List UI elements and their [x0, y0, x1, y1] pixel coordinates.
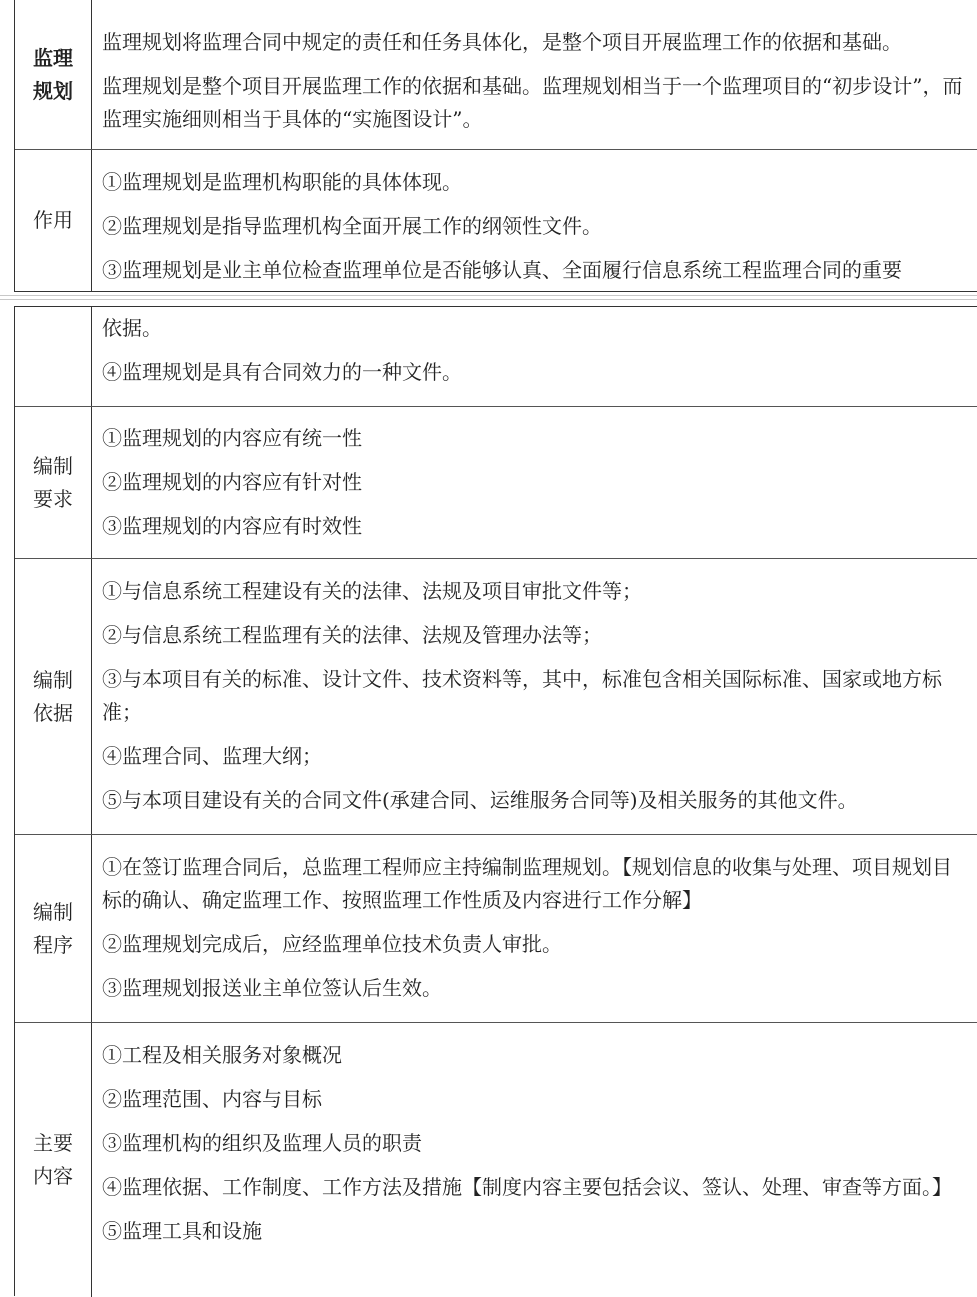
content-line: ④监理合同、监理大纲； [102, 744, 322, 768]
table-row [15, 1023, 977, 1297]
row-content-cell [92, 0, 977, 149]
content-line: ①监理规划是监理机构职能的具体体现。 [102, 170, 462, 194]
content-line: ②监理规划的内容应有针对性 [102, 470, 362, 494]
table-row [15, 559, 977, 835]
row-label-cell [15, 0, 92, 149]
row-label-text: 监理 规划 [33, 45, 73, 103]
content-line: ③监理规划报送业主单位签认后生效。 [102, 976, 442, 1000]
content-line: 依据。 [102, 316, 162, 340]
table-row [15, 150, 977, 292]
row-content-cell [92, 835, 977, 1022]
row-label-text: 主要 内容 [33, 1131, 73, 1188]
content-line: ②监理规划是指导监理机构全面开展工作的纲领性文件。 [102, 214, 602, 238]
row-label-cell [15, 559, 92, 834]
content-line: ③监理机构的组织及监理人员的职责 [102, 1131, 422, 1155]
table-part-2 [14, 306, 977, 1296]
row-content-cell [92, 150, 977, 292]
content-line: ③与本项目有关的标准、设计文件、技术资料等，其中，标准包含相关国际标准、国家或地方标准； [102, 667, 942, 724]
row-label-cell [15, 150, 92, 292]
page-break-line [0, 295, 977, 296]
content-line: ②监理规划完成后，应经监理单位技术负责人审批。 [102, 932, 562, 956]
page-break-line [0, 299, 977, 300]
row-content-cell [92, 1023, 977, 1297]
content-line: ①监理规划的内容应有统一性 [102, 426, 362, 450]
content-line: ③监理规划的内容应有时效性 [102, 514, 362, 538]
content-line: ①工程及相关服务对象概况 [102, 1043, 342, 1067]
row-label-text: 编制 要求 [33, 453, 73, 511]
content-line: ①在签订监理合同后，总监理工程师应主持编制监理规划。【规划信息的收集与处理、项目规划目标的确认、确定监理工作、按照监理工作性质及内容进行工作分解】 [102, 855, 952, 912]
content-line: 监理规划将监理合同中规定的责任和任务具体化，是整个项目开展监理工作的依据和基础。 [102, 30, 902, 54]
row-content-cell [92, 559, 977, 834]
row-content-cell [92, 307, 977, 406]
row-label-text: 编制 程序 [33, 899, 73, 957]
page-break [0, 292, 977, 306]
content-line: ④监理依据、工作制度、工作方法及措施【制度内容主要包括会议、签认、处理、审查等方面。】 [102, 1175, 952, 1199]
content-line: ①与信息系统工程建设有关的法律、法规及项目审批文件等； [102, 579, 642, 603]
content-line: ③监理规划是业主单位检查监理单位是否能够认真、全面履行信息系统工程监理合同的重要 [102, 258, 902, 282]
content-line: ②监理范围、内容与目标 [102, 1087, 322, 1111]
table-row [15, 835, 977, 1023]
table-row [15, 0, 977, 150]
content-line: ④监理规划是具有合同效力的一种文件。 [102, 360, 462, 384]
row-label-cell [15, 835, 92, 1022]
row-label-text: 编制 依据 [33, 667, 73, 725]
row-content-cell [92, 407, 977, 558]
row-label-text: 作用 [33, 208, 73, 232]
row-label-cell [15, 1023, 92, 1297]
content-line: ⑤与本项目建设有关的合同文件(承建合同、运维服务合同等)及相关服务的其他文件。 [102, 788, 858, 812]
row-label-cell [15, 307, 92, 406]
content-line: ⑤监理工具和设施 [102, 1219, 262, 1243]
row-label-cell [15, 407, 92, 558]
content-line: ②与信息系统工程监理有关的法律、法规及管理办法等； [102, 623, 602, 647]
table-row [15, 407, 977, 559]
table-part-1 [14, 0, 977, 292]
table-row [15, 307, 977, 407]
content-line: 监理规划是整个项目开展监理工作的依据和基础。监理规划相当于一个监理项目的“初步设计”，而监理实施细则相当于具体的“实施图设计”。 [102, 74, 963, 131]
